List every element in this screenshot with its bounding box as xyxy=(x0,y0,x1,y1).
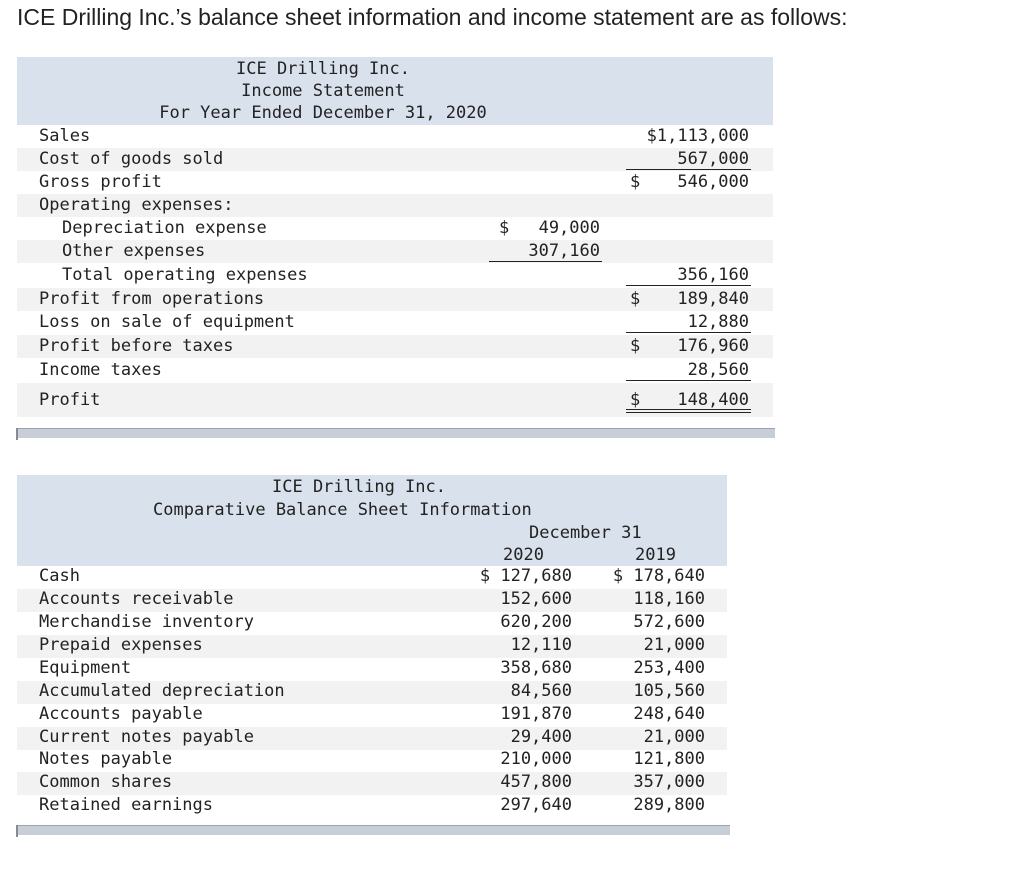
value-2019: 118,160 xyxy=(633,589,705,609)
row-label: Depreciation expense xyxy=(62,218,267,238)
row-label: Current notes payable xyxy=(39,727,254,747)
row-value: 356,160 xyxy=(677,265,749,285)
value-2020: 29,400 xyxy=(510,727,572,747)
value-2019: 21,000 xyxy=(643,635,705,655)
row-sales xyxy=(17,125,773,148)
table-row xyxy=(17,589,727,612)
table-row xyxy=(17,681,727,704)
row-cogs xyxy=(17,148,773,171)
row-profit xyxy=(17,383,773,417)
value-2019: 21,000 xyxy=(643,727,705,747)
dollar-sign: $ xyxy=(499,218,510,238)
row-value: 567,000 xyxy=(677,149,749,169)
row-profit-operations xyxy=(17,288,773,311)
value-2019: 248,640 xyxy=(633,704,705,724)
row-label: Equipment xyxy=(39,658,132,678)
row-value: 189,840 xyxy=(677,289,749,309)
row-label: Merchandise inventory xyxy=(39,612,254,632)
row-label: Profit from operations xyxy=(39,289,265,309)
row-label: Gross profit xyxy=(39,172,162,192)
value-2020: 620,200 xyxy=(500,612,572,632)
row-label: Common shares xyxy=(39,772,173,792)
row-label: Total operating expenses xyxy=(62,265,308,285)
income-statement-header xyxy=(17,57,773,125)
row-label: Notes payable xyxy=(39,749,173,769)
table-row xyxy=(17,635,727,658)
row-gross-profit xyxy=(17,171,773,194)
table-row xyxy=(17,749,727,772)
value-2020: 84,560 xyxy=(510,681,572,701)
dollar-sign: $ xyxy=(630,390,641,410)
value-2020: 297,640 xyxy=(500,795,572,815)
row-label: Cost of goods sold xyxy=(39,149,224,169)
date-header: December 31 xyxy=(529,523,642,543)
value-2020: 191,870 xyxy=(500,704,572,724)
row-label: Other expenses xyxy=(62,241,206,261)
value-2019: 572,600 xyxy=(633,612,705,632)
row-value: $1,113,000 xyxy=(646,126,749,146)
row-label: Accounts receivable xyxy=(39,589,234,609)
row-value: 49,000 xyxy=(538,218,600,238)
row-value: 176,960 xyxy=(677,336,749,356)
row-value: 546,000 xyxy=(677,172,749,192)
value-2019: 289,800 xyxy=(633,795,705,815)
value-2020: $ 127,680 xyxy=(479,566,572,586)
table-bottom-tick xyxy=(16,428,18,440)
balance-sheet-title: Comparative Balance Sheet Information xyxy=(153,500,532,520)
table-row xyxy=(17,795,727,818)
company-name: ICE Drilling Inc. xyxy=(236,59,410,79)
row-label: Prepaid expenses xyxy=(39,635,203,655)
value-2020: 12,110 xyxy=(510,635,572,655)
table-bottom-bar xyxy=(17,825,730,835)
table-row xyxy=(17,772,727,795)
row-label: Sales xyxy=(39,126,91,146)
table-row xyxy=(17,727,727,750)
table-row xyxy=(17,704,727,727)
year-2019-header: 2019 xyxy=(635,545,676,565)
balance-sheet-header xyxy=(17,475,727,566)
dollar-sign: $ xyxy=(630,289,641,309)
table-row xyxy=(17,612,727,635)
intro-text: ICE Drilling Inc.’s balance sheet information and income statement are as follows: xyxy=(17,4,848,30)
row-label: Accounts payable xyxy=(39,704,203,724)
row-label: Profit xyxy=(39,390,101,410)
value-2019: 105,560 xyxy=(633,681,705,701)
value-2019: 357,000 xyxy=(633,772,705,792)
row-opex-heading xyxy=(17,194,773,217)
balance-sheet-table xyxy=(17,475,727,825)
year-2020-header: 2020 xyxy=(503,545,544,565)
row-value: 148,400 xyxy=(677,390,749,410)
table-row xyxy=(17,566,727,589)
income-statement-table xyxy=(17,57,773,417)
value-2020: 358,680 xyxy=(500,658,572,678)
row-income-taxes xyxy=(17,359,773,382)
row-label: Loss on sale of equipment xyxy=(39,312,295,332)
company-name: ICE Drilling Inc. xyxy=(272,477,446,497)
value-2020: 152,600 xyxy=(500,589,572,609)
row-label: Operating expenses: xyxy=(39,195,234,215)
row-loss-sale xyxy=(17,311,773,334)
row-total-opex xyxy=(17,264,773,287)
row-value: 12,880 xyxy=(687,312,749,332)
row-depreciation xyxy=(17,217,773,240)
row-value: 28,560 xyxy=(687,360,749,380)
row-label: Accumulated depreciation xyxy=(39,681,285,701)
table-bottom-tick xyxy=(16,825,18,837)
value-2020: 457,800 xyxy=(500,772,572,792)
row-label: Cash xyxy=(39,566,80,586)
dollar-sign: $ xyxy=(630,336,641,356)
row-label: Retained earnings xyxy=(39,795,213,815)
value-2019: $ 178,640 xyxy=(612,566,705,586)
value-2020: 210,000 xyxy=(500,749,572,769)
table-bottom-bar xyxy=(17,428,775,438)
row-label: Income taxes xyxy=(39,360,162,380)
value-2019: 253,400 xyxy=(633,658,705,678)
statement-title: Income Statement xyxy=(241,81,405,101)
row-other-expenses xyxy=(17,240,773,263)
statement-period: For Year Ended December 31, 2020 xyxy=(159,103,487,123)
row-label: Profit before taxes xyxy=(39,336,234,356)
dollar-sign: $ xyxy=(630,172,641,192)
table-row xyxy=(17,658,727,681)
value-2019: 121,800 xyxy=(633,749,705,769)
row-profit-before-taxes xyxy=(17,335,773,358)
row-value: 307,160 xyxy=(528,241,600,261)
